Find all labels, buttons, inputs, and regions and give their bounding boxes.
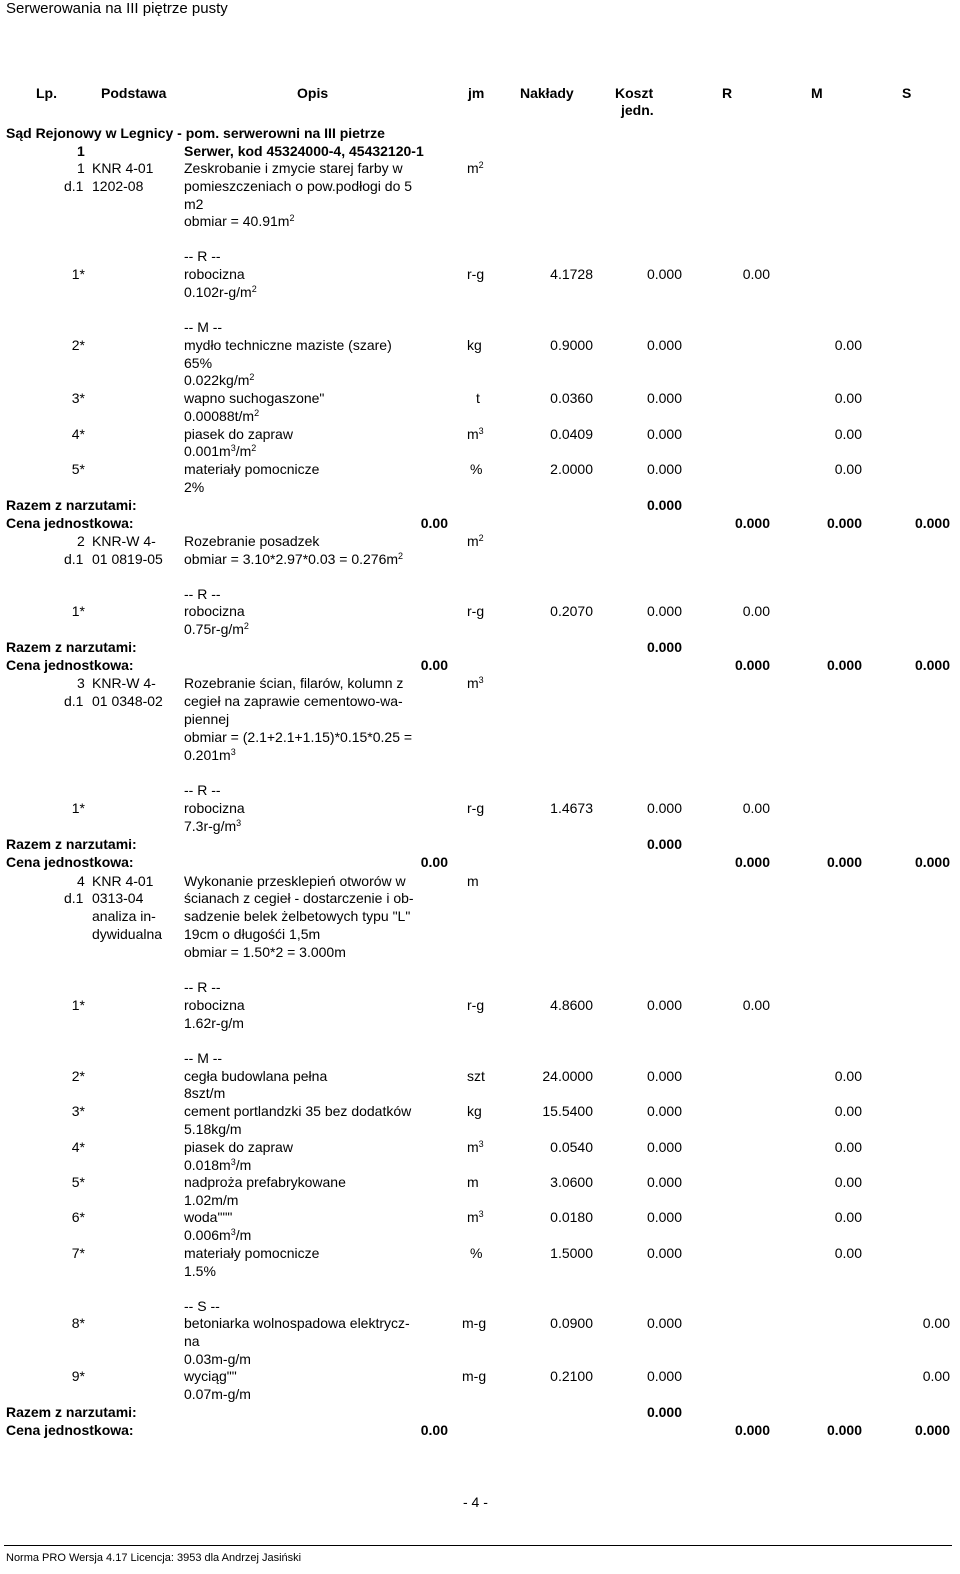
item-measure: obmiar = 1.50*2 = 3.000m [184, 944, 346, 960]
item-sub: d.1 [64, 178, 84, 194]
col-m-header: M [811, 85, 823, 101]
resource-qty: 3.0600 [550, 1174, 593, 1190]
resource-lp: 7* [71, 1245, 85, 1261]
resource-price: 0.000 [646, 1103, 682, 1119]
resource-name: cegła budowlana pełna [184, 1068, 328, 1084]
resource-m: 0.00 [834, 1245, 862, 1261]
resource-m: 0.00 [834, 1209, 862, 1225]
resource-qty: 0.2070 [550, 603, 593, 619]
section-title: Serwer, kod 45324000-4, 45432120-1 [184, 143, 424, 159]
resource-s: 0.00 [922, 1315, 950, 1331]
cena-m: 0.000 [826, 515, 862, 531]
resource-group-label: -- M -- [184, 1050, 223, 1066]
resource-name: mydło techniczne maziste (szare) [184, 337, 392, 353]
cena-r: 0.000 [734, 515, 770, 531]
resource-unit: szt [467, 1068, 485, 1084]
item-number: 1 [77, 160, 85, 176]
razem-value: 0.000 [646, 1404, 682, 1420]
resource-m: 0.00 [834, 337, 862, 353]
item-description: pomieszczeniach o pow.podłogi do 5 [184, 178, 413, 194]
item-description: sadzenie belek żelbetowych typu "L" [184, 908, 411, 924]
col-koszt-header: Koszt [615, 85, 654, 101]
cena-total: 0.00 [420, 1422, 448, 1438]
resource-price: 0.000 [646, 1209, 682, 1225]
resource-r: 0.00 [742, 997, 770, 1013]
resource-name: robocizna [184, 266, 245, 282]
resource-r: 0.00 [742, 603, 770, 619]
item-unit: $m^2$ [467, 533, 484, 549]
item-description: Rozebranie posadzek [184, 533, 320, 549]
resource-r: 0.00 [742, 266, 770, 282]
item-basis: 01 0819-05 [92, 551, 163, 567]
item-basis: 0313-04 [92, 890, 144, 906]
resource-norm: $0.00088t/m^2$ [184, 408, 260, 424]
razem-value: 0.000 [646, 497, 682, 513]
cena-label: Cena jednostkowa: [6, 854, 134, 870]
resource-m: 0.00 [834, 461, 862, 477]
resource-lp: 2* [71, 337, 85, 353]
resource-name: 65% [184, 355, 213, 371]
cena-label: Cena jednostkowa: [6, 657, 134, 673]
cena-total: 0.00 [420, 854, 448, 870]
col-jm-header: jm [468, 85, 485, 101]
resource-group-label: -- R -- [184, 586, 221, 602]
cena-r: 0.000 [734, 657, 770, 673]
item-description: Zeskrobanie i zmycie starej farby w [184, 160, 403, 176]
item-unit: $m^3$ [467, 675, 484, 691]
resource-lp: 6* [71, 1209, 85, 1225]
resource-lp: 8* [71, 1315, 85, 1331]
resource-name: materiały pomocnicze [184, 1245, 320, 1261]
razem-value: 0.000 [646, 836, 682, 852]
resource-lp: 1* [71, 266, 85, 282]
resource-m: 0.00 [834, 1068, 862, 1084]
resource-unit: r-g [467, 997, 485, 1013]
location-heading: Sąd Rejonowy w Legnicy - pom. serwerowni na III pietrze [6, 125, 385, 141]
item-basis: KNR 4-01 [92, 160, 154, 176]
resource-name: materiały pomocnicze [184, 461, 320, 477]
resource-unit: r-g [467, 603, 485, 619]
resource-qty: 0.0180 [550, 1209, 593, 1225]
resource-name: cement portlandzki 35 bez dodatków [184, 1103, 412, 1119]
col-opis-header: Opis [297, 85, 329, 101]
resource-price: 0.000 [646, 266, 682, 282]
resource-qty: 0.0360 [550, 390, 593, 406]
resource-group-label: -- R -- [184, 782, 221, 798]
footer-divider [4, 1545, 952, 1546]
item-description: Rozebranie ścian, filarów, kolumn z [184, 675, 404, 691]
resource-lp: 1* [71, 603, 85, 619]
resource-unit: r-g [467, 800, 485, 816]
item-measure-result: $0.201m^3$ [184, 747, 236, 763]
item-description: 19cm o długośći 1,5m [184, 926, 321, 942]
resource-m: 0.00 [834, 426, 862, 442]
resource-price: 0.000 [646, 1368, 682, 1384]
resource-name: wyciąg"" [184, 1368, 237, 1384]
col-lp-header: Lp. [36, 85, 57, 101]
item-sub: d.1 [64, 890, 84, 906]
resource-name: na [184, 1333, 200, 1349]
item-basis: dywidualna [92, 926, 163, 942]
section-number: 1 [77, 143, 85, 159]
resource-name: woda""" [184, 1209, 233, 1225]
resource-price: 0.000 [646, 461, 682, 477]
resource-price: 0.000 [646, 1139, 682, 1155]
cena-r: 0.000 [734, 1422, 770, 1438]
resource-norm: 0.07m-g/m [184, 1386, 251, 1402]
item-description: m2 [184, 196, 204, 212]
resource-norm: 5.18kg/m [184, 1121, 242, 1137]
resource-qty: 0.0540 [550, 1139, 593, 1155]
resource-norm: 1.5% [184, 1263, 216, 1279]
resource-group-label: -- R -- [184, 248, 221, 264]
resource-unit: t [476, 390, 480, 406]
resource-name: betoniarka wolnospadowa elektrycz- [184, 1315, 410, 1331]
resource-m: 0.00 [834, 1103, 862, 1119]
resource-lp: 4* [71, 1139, 85, 1155]
resource-unit: % [470, 1245, 483, 1261]
page-number: - 4 - [463, 1494, 488, 1510]
cena-total: 0.00 [420, 515, 448, 531]
cena-m: 0.000 [826, 854, 862, 870]
resource-qty: 0.9000 [550, 337, 593, 353]
col-naklady-header: Nakłady [520, 85, 574, 101]
resource-m: 0.00 [834, 1139, 862, 1155]
resource-unit: $m^3$ [467, 1139, 484, 1155]
resource-name: robocizna [184, 603, 245, 619]
item-measure: obmiar = $40.91m^2$ [184, 213, 295, 229]
resource-norm: $7.3r-g/m^3$ [184, 818, 242, 834]
resource-norm: 1.62r-g/m [184, 1015, 244, 1031]
item-basis: KNR-W 4- [92, 675, 156, 691]
item-number: 4 [77, 873, 85, 889]
item-basis: KNR 4-01 [92, 873, 154, 889]
resource-norm: $0.006m^3/m$ [184, 1227, 252, 1243]
resource-unit: m-g [462, 1315, 487, 1331]
resource-price: 0.000 [646, 1068, 682, 1084]
resource-norm: 2% [184, 479, 205, 495]
resource-lp: 5* [71, 461, 85, 477]
item-description: piennej [184, 711, 230, 727]
resource-norm: 0.03m-g/m [184, 1351, 251, 1367]
resource-group-label: -- M -- [184, 319, 223, 335]
resource-price: 0.000 [646, 997, 682, 1013]
resource-qty: 15.5400 [542, 1103, 593, 1119]
resource-norm: 8szt/m [184, 1085, 226, 1101]
resource-unit: kg [467, 1103, 482, 1119]
resource-price: 0.000 [646, 337, 682, 353]
resource-lp: 1* [71, 997, 85, 1013]
item-unit: m [467, 873, 479, 889]
cena-r: 0.000 [734, 854, 770, 870]
cena-s: 0.000 [914, 515, 950, 531]
item-description: cegieł na zaprawie cementowo-wa- [184, 693, 403, 709]
resource-lp: 3* [71, 1103, 85, 1119]
item-basis: 1202-08 [92, 178, 144, 194]
resource-qty: 2.0000 [550, 461, 593, 477]
item-sub: d.1 [64, 551, 84, 567]
resource-unit: m [467, 1174, 479, 1190]
resource-unit: $m^3$ [467, 426, 484, 442]
resource-name: nadproża prefabrykowane [184, 1174, 346, 1190]
item-basis: KNR-W 4- [92, 533, 156, 549]
resource-name: piasek do zapraw [184, 1139, 293, 1155]
resource-qty: 0.0409 [550, 426, 593, 442]
resource-price: 0.000 [646, 390, 682, 406]
cena-total: 0.00 [420, 657, 448, 673]
resource-norm: $0.018m^3/m$ [184, 1157, 252, 1173]
col-jedn-header: jedn. [621, 102, 654, 118]
cena-label: Cena jednostkowa: [6, 1422, 134, 1438]
item-basis: 01 0348-02 [92, 693, 163, 709]
resource-qty: 0.2100 [550, 1368, 593, 1384]
cena-m: 0.000 [826, 1422, 862, 1438]
resource-s: 0.00 [922, 1368, 950, 1384]
footer-text: Norma PRO Wersja 4.17 Licencja: 3953 dla Andrzej Jasiński [6, 1552, 302, 1564]
resource-r: 0.00 [742, 800, 770, 816]
resource-name: piasek do zapraw [184, 426, 293, 442]
razem-label: Razem z narzutami: [6, 497, 137, 513]
item-unit: $m^2$ [467, 160, 484, 176]
resource-unit: m-g [462, 1368, 487, 1384]
cena-m: 0.000 [826, 657, 862, 673]
item-sub: d.1 [64, 693, 84, 709]
resource-qty: 1.5000 [550, 1245, 593, 1261]
resource-qty: 1.4673 [550, 800, 593, 816]
resource-unit: $m^3$ [467, 1209, 484, 1225]
razem-label: Razem z narzutami: [6, 836, 137, 852]
resource-unit: r-g [467, 266, 485, 282]
cena-label: Cena jednostkowa: [6, 515, 134, 531]
resource-name: robocizna [184, 997, 245, 1013]
razem-value: 0.000 [646, 639, 682, 655]
resource-price: 0.000 [646, 426, 682, 442]
item-measure: obmiar = (2.1+2.1+1.15)*0.15*0.25 = [184, 729, 413, 745]
resource-qty: 4.8600 [550, 997, 593, 1013]
resource-m: 0.00 [834, 1174, 862, 1190]
resource-price: 0.000 [646, 800, 682, 816]
item-basis: analiza in- [92, 908, 156, 924]
resource-norm: $0.001m^3/m^2$ [184, 443, 257, 459]
resource-qty: 24.0000 [542, 1068, 593, 1084]
resource-m: 0.00 [834, 390, 862, 406]
resource-lp: 5* [71, 1174, 85, 1190]
document-title: Serwerowania na III piętrze pusty [6, 0, 228, 17]
col-s-header: S [902, 85, 912, 101]
resource-norm: $0.022kg/m^2$ [184, 372, 255, 388]
resource-norm: $0.102r-g/m^2$ [184, 284, 257, 300]
resource-lp: 9* [71, 1368, 85, 1384]
item-description: ścianach z cegieł - dostarczenie i ob- [184, 890, 414, 906]
cena-s: 0.000 [914, 854, 950, 870]
resource-lp: 4* [71, 426, 85, 442]
razem-label: Razem z narzutami: [6, 1404, 137, 1420]
resource-lp: 1* [71, 800, 85, 816]
resource-unit: % [470, 461, 483, 477]
cena-s: 0.000 [914, 657, 950, 673]
resource-group-label: -- R -- [184, 979, 221, 995]
resource-price: 0.000 [646, 603, 682, 619]
razem-label: Razem z narzutami: [6, 639, 137, 655]
item-description: Wykonanie przesklepień otworów w [184, 873, 406, 889]
resource-qty: 4.1728 [550, 266, 593, 282]
resource-qty: 0.0900 [550, 1315, 593, 1331]
cena-s: 0.000 [914, 1422, 950, 1438]
col-r-header: R [722, 85, 733, 101]
resource-price: 0.000 [646, 1315, 682, 1331]
resource-price: 0.000 [646, 1245, 682, 1261]
col-podstawa-header: Podstawa [101, 85, 167, 101]
resource-norm: 1.02m/m [184, 1192, 239, 1208]
item-measure: obmiar = $3.10*2.97*0.03 = 0.276m^2$ [184, 551, 404, 567]
resource-name: robocizna [184, 800, 245, 816]
resource-unit: kg [467, 337, 482, 353]
resource-name: wapno suchogaszone" [184, 390, 325, 406]
item-number: 2 [77, 533, 85, 549]
resource-lp: 2* [71, 1068, 85, 1084]
resource-norm: $0.75r-g/m^2$ [184, 621, 249, 637]
resource-price: 0.000 [646, 1174, 682, 1190]
resource-lp: 3* [71, 390, 85, 406]
resource-group-label: -- S -- [184, 1298, 220, 1314]
item-number: 3 [77, 675, 85, 691]
